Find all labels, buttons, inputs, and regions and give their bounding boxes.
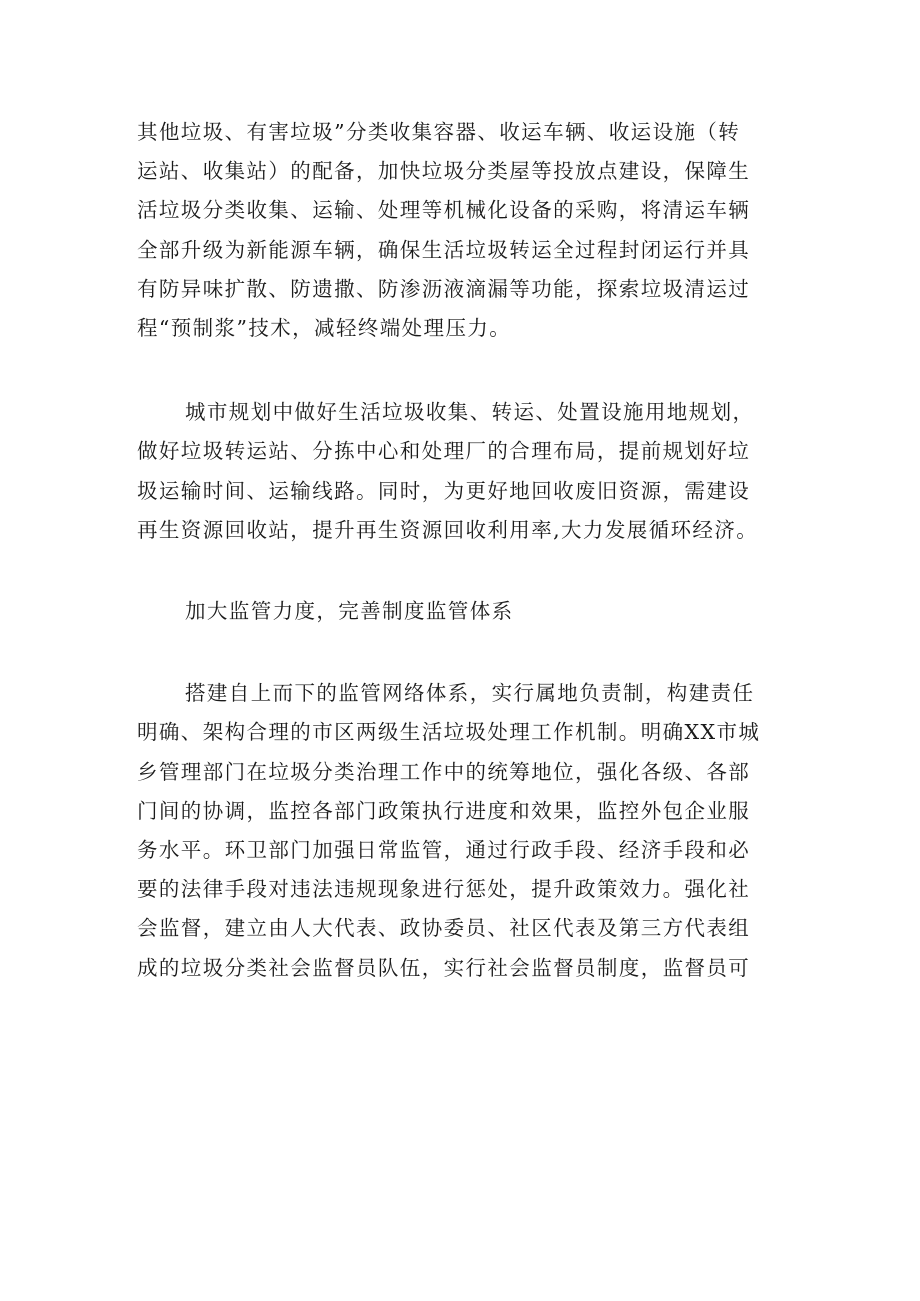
text-line: 务水平。环卫部门加强日常监管，通过行政手段、经济手段和必 <box>137 838 751 863</box>
text-line: 有防异味扩散、防遗撒、防渗沥液滴漏等功能，探索垃圾清运过 <box>137 276 751 301</box>
paragraph-urban-planning <box>137 393 797 550</box>
text-line: 再生资源回收站，提升再生资源回收利用率,大力发展循环经济。 <box>137 517 759 542</box>
text-line: 程“预制浆”技术，减轻终端处理压力。 <box>137 316 512 341</box>
section-heading <box>137 592 797 631</box>
text-line: 其他垃圾、有害垃圾”分类收集容器、收运车辆、收运设施（转 <box>137 120 741 144</box>
heading-line: 加大监管力度，完善制度监管体系 <box>185 599 514 624</box>
text-line: 圾运输时间、运输线路。同时，为更好地回收废旧资源，需建设 <box>137 478 751 503</box>
text-line: 运站、收集站）的配备，加快垃圾分类屋等投放点建设，保障生 <box>137 159 751 184</box>
text-line: 明确、架构合理的市区两级生活垃圾处理工作机制。明确XX市城 <box>137 720 761 745</box>
text-line: 要的法律手段对违法违规现象进行惩处，提升政策效力。强化社 <box>137 877 751 902</box>
document-page <box>137 113 797 988</box>
paragraph-supervision-system <box>137 674 797 988</box>
text-line: 成的垃圾分类社会监督员队伍，实行社会监督员制度，监督员可 <box>137 955 751 980</box>
paragraph-collection-equipment <box>137 113 797 348</box>
text-line: 门间的协调，监控各部门政策执行进度和效果，监控外包企业服 <box>137 798 751 823</box>
text-line: 活垃圾分类收集、运输、处理等机械化设备的采购，将清运车辆 <box>137 198 751 223</box>
text-line: 全部升级为新能源车辆，确保生活垃圾转运全过程封闭运行并具 <box>137 237 751 262</box>
text-line: 城市规划中做好生活垃圾收集、转运、处置设施用地规划， <box>185 400 755 425</box>
text-line: 会监督，建立由人大代表、政协委员、社区代表及第三方代表组 <box>137 916 751 941</box>
text-line: 乡管理部门在垃圾分类治理工作中的统筹地位，强化各级、各部 <box>137 759 751 784</box>
text-line: 做好垃圾转运站、分拣中心和处理厂的合理布局，提前规划好垃 <box>137 439 751 464</box>
text-line: 搭建自上而下的监管网络体系，实行属地负责制，构建责任 <box>185 681 755 706</box>
